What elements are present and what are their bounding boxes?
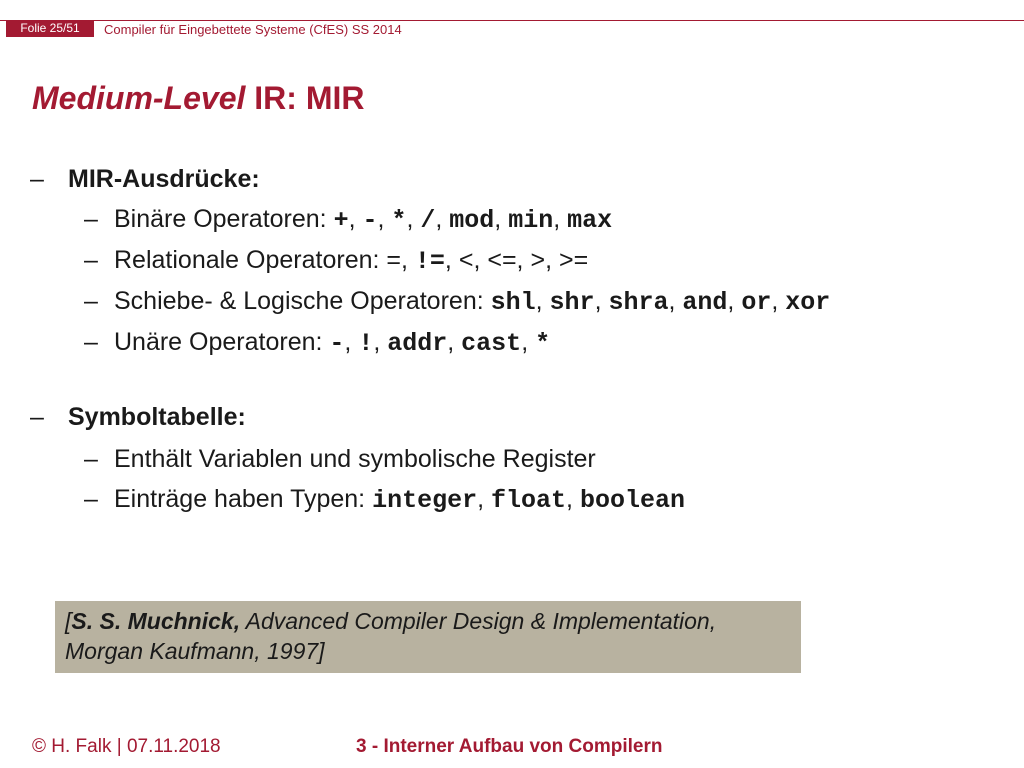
bullet-dash: – (84, 246, 98, 274)
footer-author-date: © H. Falk | 07.11.2018 (32, 736, 221, 757)
reference-box (55, 601, 801, 673)
slide-counter: Folie 25/51 (6, 20, 94, 37)
text-token: , (494, 205, 509, 233)
text-token: , (516, 246, 531, 274)
text-token: , (594, 287, 609, 315)
reference-author: S. S. Muchnick, (71, 608, 241, 634)
text-token: , (771, 287, 786, 315)
text-token: , (348, 205, 363, 233)
text-token: , (477, 485, 492, 513)
list-item-text (114, 326, 550, 360)
code-token: - (329, 329, 345, 358)
list-item-prefix: Binäre Operatoren: (114, 205, 334, 233)
bullet-dash: – (84, 205, 98, 233)
text-token: , (447, 328, 462, 356)
text-token: = (386, 246, 401, 274)
text-token: , (535, 287, 550, 315)
list-item-prefix: Schiebe- & Logische Operatoren: (114, 287, 491, 315)
text-token: , (373, 328, 388, 356)
list-item-text (114, 244, 588, 278)
section-heading: Symboltabelle: (68, 403, 246, 431)
list-item-text (114, 203, 612, 237)
text-token: , (521, 328, 536, 356)
code-token: xor (785, 288, 831, 317)
list-item-text (114, 285, 830, 319)
code-token: - (362, 206, 378, 235)
list-item-text (114, 443, 596, 475)
code-token: * (391, 206, 407, 235)
code-token: or (741, 288, 772, 317)
code-token: / (420, 206, 436, 235)
reference-line-1: [S. S. Muchnick, Advanced Compiler Design & Implementation, (65, 608, 717, 634)
text-token: < (458, 246, 474, 274)
code-token: mod (449, 206, 495, 235)
text-token: > (530, 246, 546, 274)
section-heading: MIR-Ausdrücke: (68, 165, 260, 193)
bullet-dash: – (84, 445, 98, 473)
code-token: addr (387, 329, 448, 358)
course-title: Compiler für Eingebettete Systeme (CfES) SS 2014 (104, 22, 402, 37)
code-token: max (567, 206, 613, 235)
text-token: , (553, 205, 568, 233)
list-item-prefix: Einträge haben Typen: (114, 485, 373, 513)
list-item-prefix: Relationale Operatoren: (114, 246, 387, 274)
list-item-prefix: Unäre Operatoren: (114, 328, 330, 356)
text-token: , (545, 246, 559, 274)
bullet-dash: – (84, 485, 98, 513)
text-token: , (377, 205, 392, 233)
text-token: , (668, 287, 683, 315)
list-item-prefix: Enthält Variablen und symbolische Register (114, 445, 596, 473)
text-token: , (435, 205, 450, 233)
slide-title (32, 78, 364, 118)
code-token: shra (608, 288, 669, 317)
text-token: >= (558, 246, 589, 274)
code-token: * (535, 329, 551, 358)
code-token: ! (358, 329, 374, 358)
text-token: <= (487, 246, 517, 274)
text-token: , (727, 287, 742, 315)
reference-line-2: Morgan Kaufmann, 1997] (65, 638, 325, 664)
code-token: integer (372, 486, 478, 515)
list-item-text (114, 483, 685, 517)
slide-title-rest: IR: MIR (245, 80, 365, 116)
code-token: != (414, 247, 445, 276)
bullet-dash: – (30, 403, 44, 431)
code-token: shl (490, 288, 536, 317)
text-token: , (566, 485, 580, 513)
code-token: shr (549, 288, 595, 317)
code-token: and (682, 288, 728, 317)
text-token: , (406, 205, 421, 233)
code-token: float (491, 486, 567, 515)
code-token: cast (461, 329, 522, 358)
bullet-dash: – (84, 287, 98, 315)
text-token: , (473, 246, 488, 274)
bullet-dash: – (30, 165, 44, 193)
text-token: , (344, 328, 359, 356)
bullet-dash: – (84, 328, 98, 356)
text-token: , (444, 246, 459, 274)
text-token: , (401, 246, 415, 274)
header-divider (0, 20, 1024, 21)
slide-title-italic: Medium-Level (32, 80, 246, 116)
code-token: + (333, 206, 349, 235)
reference-title: Advanced Compiler Design & Implementation, (240, 608, 717, 634)
footer-chapter: 3 - Interner Aufbau von Compilern (356, 736, 663, 757)
code-token: min (508, 206, 554, 235)
code-token: boolean (579, 486, 685, 515)
